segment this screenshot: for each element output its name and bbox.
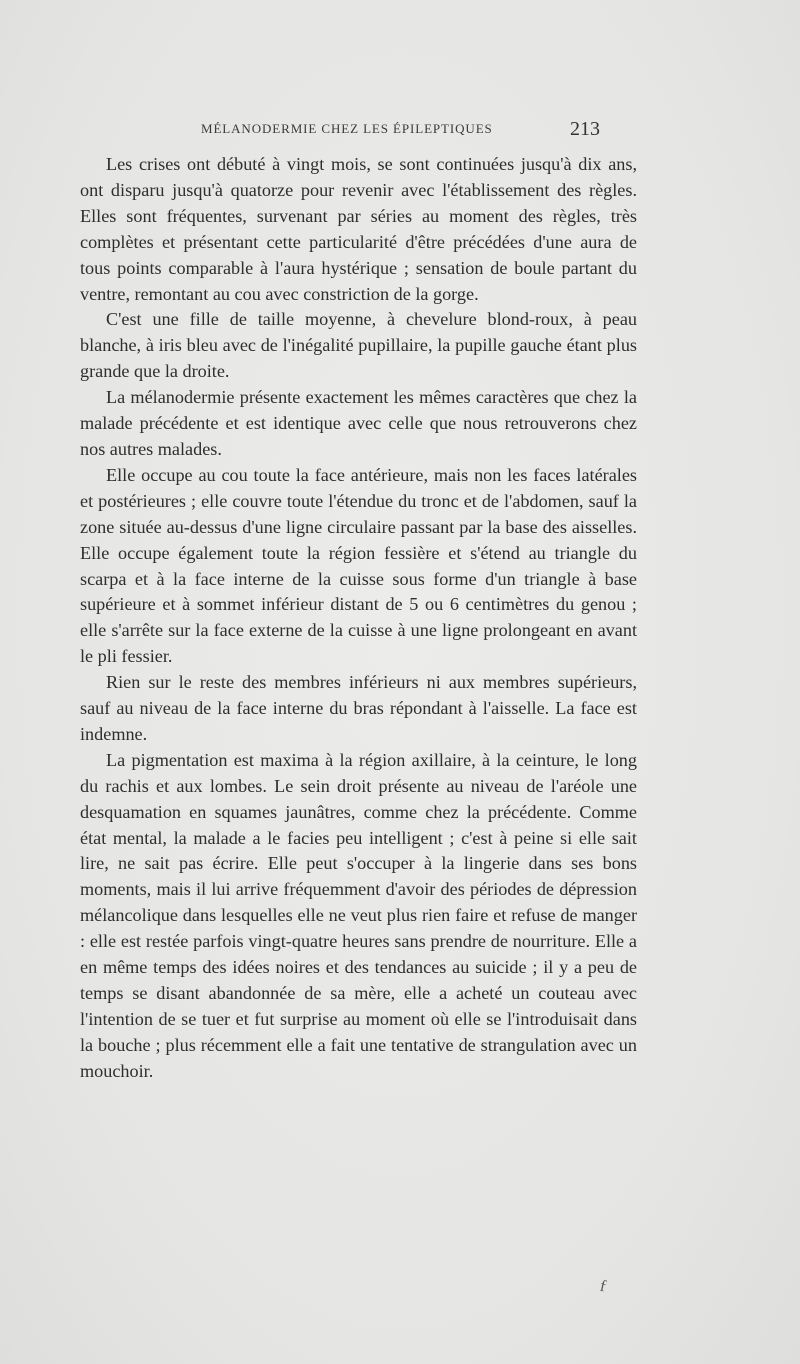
page-number: 213 (570, 118, 600, 140)
footer-mark: f (598, 1277, 608, 1296)
paragraph-crises: Les crises ont débuté à vingt mois, se sont continuées jusqu'à dix ans, ont disparu jusqu'à quatorze pour revenir avec l'établissement des règles. Elles sont fréquentes, survenant par séries au moment des règles, très complètes et présentant cette particularité d'être précédées d'une aura de tous points comparable à l'aura hystérique ; sensation de boule partant du ventre, remontant au cou avec constriction de la gorge. (80, 154, 637, 304)
paragraph-melanodermie: La mélanodermie présente exactement les mêmes caractères que chez la malade précédente et est identique avec celle que nous retrouverons chez nos autres malades. (80, 387, 637, 459)
paragraph-description: C'est une fille de taille moyenne, à chevelure blond-roux, à peau blanche, à iris bleu avec de l'inégalité pupillaire, la pupille gauche étant plus grande que la droite. (80, 309, 637, 382)
running-title: MÉLANODERMIE CHEZ LES ÉPILEPTIQUES (201, 121, 493, 136)
paragraph-membres: Rien sur le reste des membres inférieurs ni aux membres supérieurs, sauf au niveau de la face interne du bras répondant à l'aisselle. La face est indemne. (80, 672, 637, 744)
paragraph-localisation: Elle occupe au cou toute la face antérieure, mais non les faces latérales et postérieures ; elle couvre toute l'étendue du tronc et de l'abdomen, sauf la zone située au-dessus d'une ligne circulaire passant par la base des aisselles. Elle occupe également toute la région fessière et s'étend au triangle du scarpa et à la face interne de la cuisse sous forme d'un triangle à base supérieure et à sommet inférieur distant de 5 ou 6 centimètres du genou ; elle s'arrête sur la face externe de la cuisse à une ligne prolongeant en avant le pli fessier. (80, 464, 637, 667)
running-head (201, 117, 600, 141)
body-text (80, 152, 637, 1085)
paragraph-pigmentation: La pigmentation est maxima à la région axillaire, à la ceinture, le long du rachis et aux lombes. Le sein droit présente au niveau de l'aréole une desquamation en squames jaunâtres, comme chez la précédente. Comme état mental, la malade a le facies peu intelligent ; c'est à peine si elle sait lire, ne sait pas écrire. Elle peut s'occuper à la lingerie dans ses bons moments, mais il lui arrive fréquemment d'avoir des périodes de dépression mélancolique dans lesquelles elle ne veut plus rien faire et refuse de manger : elle est restée parfois vingt-quatre heures sans prendre de nourriture. Elle a en même temps des idées noires et des tendances au suicide ; il y a peu de temps se disant abandonnée de sa mère, elle a acheté un couteau avec l'intention de se tuer et fut surprise au moment où elle se l'introduisait dans la bouche ; plus récemment elle a fait une tentative de strangulation avec un mouchoir. (80, 749, 637, 1081)
